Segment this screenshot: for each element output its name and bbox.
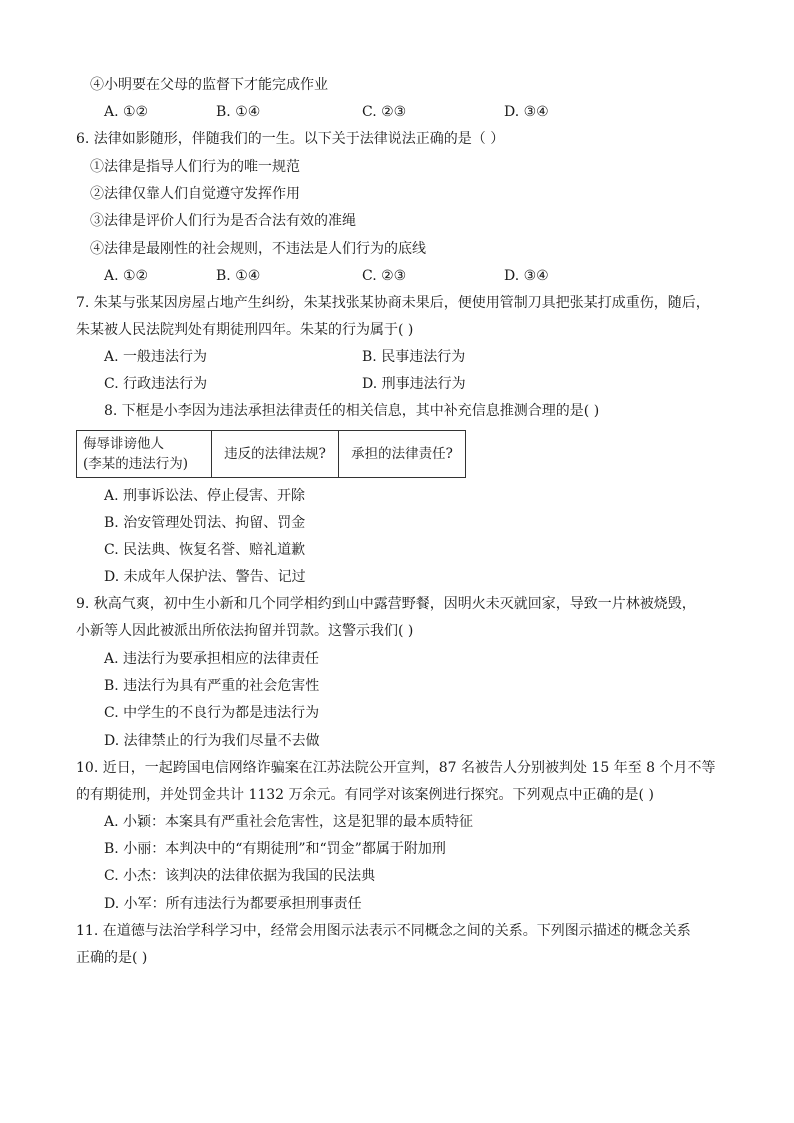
q8-stem: 8. 下框是小李因为违法承担法律责任的相关信息，其中补充信息推测合理的是( ) bbox=[104, 403, 600, 419]
q6-option-b[interactable]: B. ①④ bbox=[216, 268, 261, 284]
q10-option-d[interactable]: D. 小军：所有违法行为都要承担刑事责任 bbox=[104, 896, 362, 912]
q8-option-a[interactable]: A. 刑事诉讼法、停止侵害、开除 bbox=[104, 488, 306, 504]
q8-table-cell-behavior-line-1: 侮辱诽谤他人 bbox=[83, 436, 164, 452]
q6-statement-2: ②法律仅靠人们自觉遵守发挥作用 bbox=[90, 186, 300, 202]
q7-option-c[interactable]: C. 行政违法行为 bbox=[104, 376, 208, 392]
q6-stem: 6. 法律如影随形，伴随我们的一生。以下关于法律说法正确的是（ ） bbox=[76, 131, 505, 147]
q8-info-table bbox=[76, 430, 466, 478]
q8-option-d[interactable]: D. 未成年人保护法、警告、记过 bbox=[104, 569, 306, 585]
q6-statement-1: ①法律是指导人们行为的唯一规范 bbox=[90, 159, 300, 175]
q8-table-cell-law: 违反的法律法规? bbox=[212, 431, 339, 478]
q10-stem-line-2: 的有期徒刑，并处罚金共计 1132 万余元。有同学对该案例进行探究。下列观点中正确的是( ) bbox=[76, 787, 654, 803]
q5-option-d[interactable]: D. ③④ bbox=[504, 104, 549, 120]
q11-stem-line-2: 正确的是( ) bbox=[76, 950, 148, 966]
q7-stem-line-1: 7. 朱某与张某因房屋占地产生纠纷，朱某找张某协商未果后，便使用管制刀具把张某打成重伤，随后， bbox=[76, 295, 710, 311]
q5-option-b[interactable]: B. ①④ bbox=[216, 104, 261, 120]
q7-stem-line-2: 朱某被人民法院判处有期徒刑四年。朱某的行为属于( ) bbox=[76, 322, 414, 338]
q8-table-cell-behavior-line-2: (李某的违法行为) bbox=[83, 456, 189, 472]
q6-option-c[interactable]: C. ②③ bbox=[362, 268, 407, 284]
q5-option-a[interactable]: A. ①② bbox=[104, 104, 149, 120]
q8-option-b[interactable]: B. 治安管理处罚法、拘留、罚金 bbox=[104, 515, 306, 531]
q8-table-cell-liability: 承担的法律责任? bbox=[339, 431, 466, 478]
q10-option-c[interactable]: C. 小杰：该判决的法律依据为我国的民法典 bbox=[104, 868, 376, 884]
q7-option-d[interactable]: D. 刑事违法行为 bbox=[362, 376, 466, 392]
q9-stem-line-1: 9. 秋高气爽，初中生小新和几个同学相约到山中露营野餐，因明火未灭就回家，导致一片林被烧毁， bbox=[76, 596, 696, 612]
q6-statement-4: ④法律是最刚性的社会规则，不违法是人们行为的底线 bbox=[90, 241, 426, 257]
q7-option-b[interactable]: B. 民事违法行为 bbox=[362, 349, 466, 365]
q8-table-cell-behavior bbox=[77, 431, 212, 478]
q9-option-d[interactable]: D. 法律禁止的行为我们尽量不去做 bbox=[104, 733, 320, 749]
q9-stem-line-2: 小新等人因此被派出所依法拘留并罚款。这警示我们( ) bbox=[76, 623, 414, 639]
q10-option-a[interactable]: A. 小颖：本案具有严重社会危害性，这是犯罪的最本质特征 bbox=[104, 814, 474, 830]
q7-option-a[interactable]: A. 一般违法行为 bbox=[104, 349, 208, 365]
q6-statement-3: ③法律是评价人们行为是否合法有效的准绳 bbox=[90, 213, 356, 229]
q9-option-a[interactable]: A. 违法行为要承担相应的法律责任 bbox=[104, 651, 320, 667]
q10-stem-line-1: 10. 近日，一起跨国电信网络诈骗案在江苏法院公开宣判，87 名被告人分别被判处 15 年至 8 个月不等 bbox=[76, 760, 716, 776]
q6-option-a[interactable]: A. ①② bbox=[104, 268, 149, 284]
q9-option-b[interactable]: B. 违法行为具有严重的社会危害性 bbox=[104, 678, 320, 694]
q11-stem-line-1: 11. 在道德与法治学科学习中，经常会用图示法表示不同概念之间的关系。下列图示描述的概念关系 bbox=[76, 923, 691, 939]
q5-option-c[interactable]: C. ②③ bbox=[362, 104, 407, 120]
q5-statement-4: ④小明要在父母的监督下才能完成作业 bbox=[90, 77, 328, 93]
q8-option-c[interactable]: C. 民法典、恢复名誉、赔礼道歉 bbox=[104, 542, 306, 558]
q10-option-b[interactable]: B. 小丽：本判决中的“有期徒刑”和“罚金”都属于附加刑 bbox=[104, 841, 446, 857]
q6-option-d[interactable]: D. ③④ bbox=[504, 268, 549, 284]
q9-option-c[interactable]: C. 中学生的不良行为都是违法行为 bbox=[104, 705, 320, 721]
